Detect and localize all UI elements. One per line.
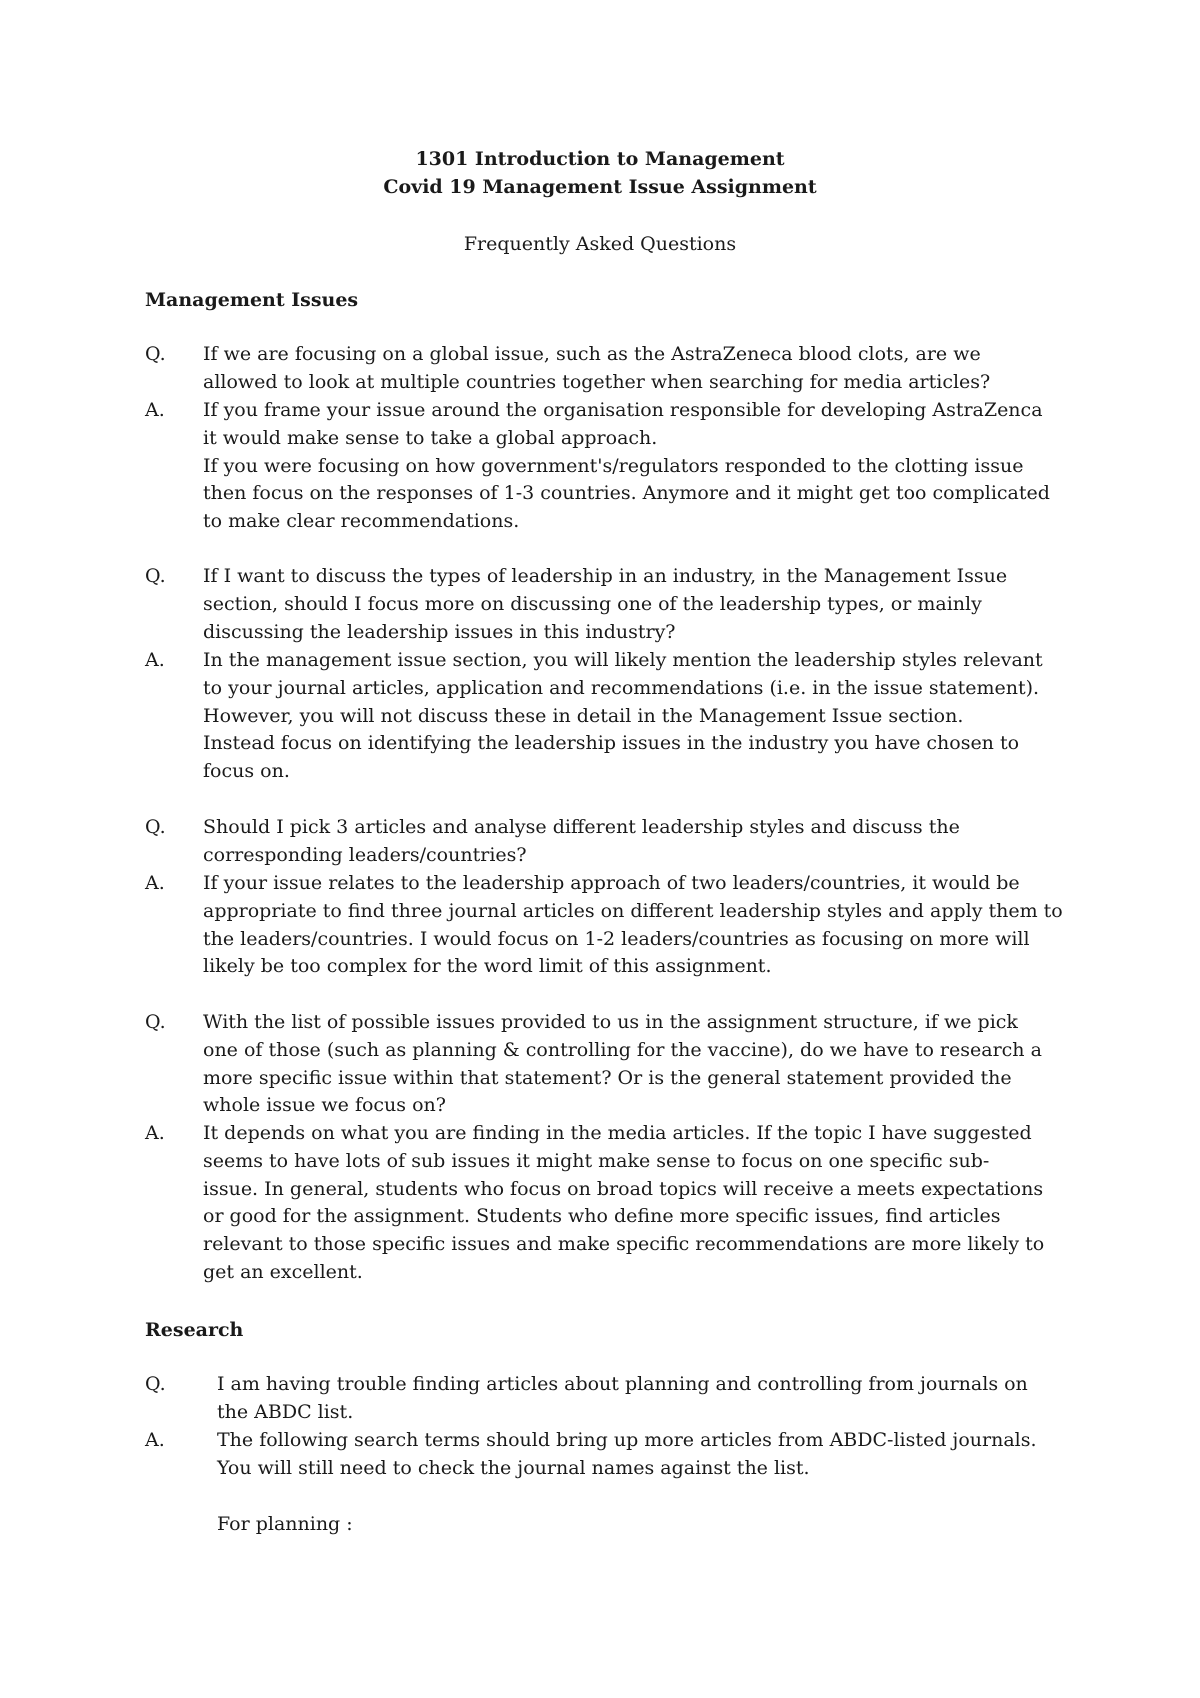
for-planning-label: For planning : [217,1513,353,1535]
assignment-title: Covid 19 Management Issue Assignment [383,176,817,198]
course-title: 1301 Introduction to Management [415,148,785,170]
answer-text: The following search terms should bring up more articles from ABDC-listed journals. You will still need to check the journal names against the list. [217,1429,1037,1479]
section-heading-management-issues: Management Issues [145,289,359,311]
answer-2 [145,647,1065,786]
question-text: Should I pick 3 articles and analyse different leadership styles and discuss the corresponding leaders/countries? [203,816,960,866]
research-question-1 [145,1371,1065,1427]
answer-marker: A. [145,1429,165,1451]
question-marker: Q. [145,1011,166,1033]
answer-text: In the management issue section, you will likely mention the leadership styles relevant to your journal articles, application and recommendations (i.e. in the issue statement). However, you will not discuss these in detail in the Management Issue section. Instead focus on identifying the leadership issues in the industry you have chosen to focus on. [203,649,1043,783]
question-marker: Q. [145,343,166,365]
answer-text: If your issue relates to the leadership approach of two leaders/countries, it would be appropriate to find three journal articles on different leadership styles and apply them to the leaders/countries. I would focus on 1-2 leaders/countries as focusing on more will likely be too complex for the word limit of this assignment. [203,872,1063,978]
answer-text: It depends on what you are finding in the media articles. If the topic I have suggested seems to have lots of sub issues it might make sense to focus on one specific sub- issue. In general, students who focus on broad topics will receive a meets expectations or good for the assignment. Students who define more specific issues, find articles relevant to those specific issues and make specific recommendations are more likely to get an excellent. [203,1122,1045,1283]
answer-3 [145,870,1065,981]
question-text: If we are focusing on a global issue, such as the AstraZeneca blood clots, are we allowed to look at multiple countries together when searching for media articles? [203,343,991,393]
question-text: I am having trouble finding articles about planning and controlling from journals on the ABDC list. [217,1373,1028,1423]
answer-marker: A. [145,399,165,421]
document-subtitle: Frequently Asked Questions [463,233,737,255]
question-marker: Q. [145,565,166,587]
question-2 [145,563,1065,646]
question-1 [145,341,1065,397]
answer-1 [145,397,1065,536]
question-marker: Q. [145,1373,166,1395]
question-text: If I want to discuss the types of leadership in an industry, in the Management Issue section, should I focus more on discussing one of the leadership types, or mainly discussing the leadership issues in this industry? [203,565,1008,643]
answer-marker: A. [145,872,165,894]
question-4 [145,1009,1065,1120]
section-heading-research: Research [145,1319,244,1341]
answer-text: If you frame your issue around the organisation responsible for developing AstraZenca it would make sense to take a global approach. If you were focusing on how government's/regulators responded to the clotting issue then focus on the responses of 1-3 countries. Anymore and it might get too complicated to make clear recommendations. [203,399,1050,533]
question-text: With the list of possible issues provided to us in the assignment structure, if we pick one of those (such as planning & controlling for the vaccine), do we have to research a more specific issue within that statement? Or is the general statement provided the whole issue we focus on? [203,1011,1042,1117]
question-3 [145,814,1065,870]
question-marker: Q. [145,816,166,838]
answer-4 [145,1120,1065,1287]
research-answer-1 [145,1427,1065,1483]
answer-marker: A. [145,1122,165,1144]
answer-marker: A. [145,649,165,671]
